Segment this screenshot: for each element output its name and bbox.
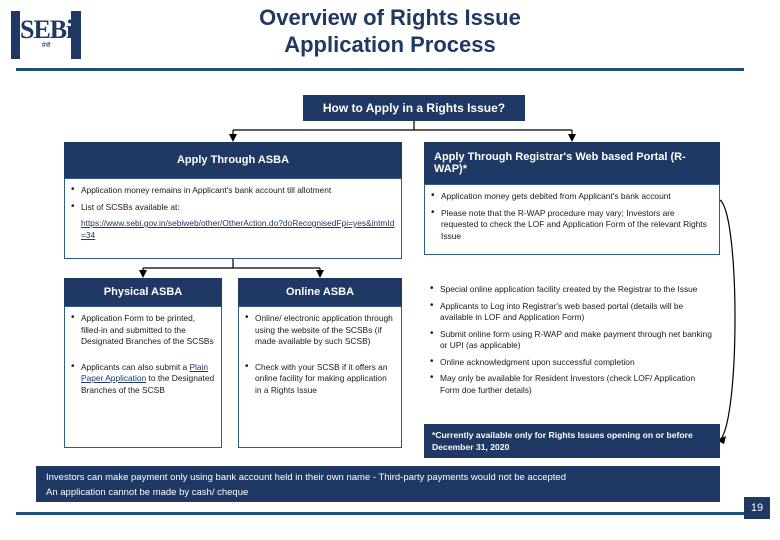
page-title: [150, 4, 630, 58]
asba-link-item: [69, 218, 395, 241]
list-item: • Application money remains in Applicant's bank account till allotment: [69, 185, 395, 197]
footer-divider: [16, 512, 744, 515]
header-divider: [16, 68, 744, 71]
page-number: 19: [744, 497, 770, 519]
list-item: • Applicants can also submit a Plain Paper Application to the Designated Branches of the SCSB: [69, 362, 215, 397]
list-item: • Special online application facility created by the Registrar to the Issue: [428, 284, 714, 296]
online-asba-body: [238, 306, 402, 448]
list-item: • May only be available for Resident Investors (check LOF/ Application Form doe further details): [428, 373, 714, 396]
list-item: • Online/ electronic application through using the website of the SCSBs (if made available by such SCSB): [243, 313, 395, 348]
asba-bullet-list: [69, 185, 395, 241]
logo-subtitle: सेबी: [41, 43, 51, 49]
list-item: • Online acknowledgment upon successful completion: [428, 357, 714, 369]
list-item: • List of SCSBs available at:: [69, 202, 395, 214]
rwap-bullet-list: [429, 191, 713, 242]
plain-paper-application-link[interactable]: Plain Paper Application: [81, 361, 209, 383]
list-item: • Please note that the R-WAP procedure may vary; Investors are requested to check the LOF and Application Form of the relevant Rights Issue: [429, 208, 713, 243]
rwap-details-body: [424, 278, 720, 419]
sebi-logo: [8, 8, 84, 62]
asba-body: [64, 178, 402, 259]
logo-inner: [9, 9, 83, 61]
page-title-line2: Application Process: [284, 32, 496, 57]
asba-header: Apply Through ASBA: [64, 142, 402, 178]
list-item: • Check with your SCSB if it offers an online facility for making application in a Rights Issue: [243, 362, 395, 397]
online-asba-header: Online ASBA: [238, 278, 402, 306]
physical-asba-header: Physical ASBA: [64, 278, 222, 306]
physical-asba-body: [64, 306, 222, 448]
footer-note-line2: An application cannot be made by cash/ cheque: [46, 487, 249, 498]
logo-bar-left: [11, 11, 20, 59]
rwap-details-bullet-list: [428, 284, 714, 396]
rwap-footnote: *Currently available only for Rights Issues opening on or before December 31, 2020: [424, 424, 720, 458]
rwap-body: [424, 184, 720, 255]
list-item: • Application Form to be printed, filled-in and submitted to the Designated Branches of the SCSBs: [69, 313, 215, 348]
page-title-line1: Overview of Rights Issue: [259, 5, 521, 30]
list-item: • Application money gets debited from Applicant's bank account: [429, 191, 713, 203]
footer-note: [36, 466, 720, 502]
logo-text: SEBi: [20, 15, 73, 44]
rwap-header: Apply Through Registrar's Web based Portal (R-WAP)*: [424, 142, 720, 184]
online-asba-bullet-list: [243, 313, 395, 396]
list-item: • Applicants to Log into Registrar's web based portal (details will be available in LOF and Application Form): [428, 301, 714, 324]
footer-note-line1: Investors can make payment only using bank account held in their own name - Third-party payments would not be accepted: [46, 472, 566, 483]
list-item: • Submit online form using R-WAP and make payment through net banking or UPI (as applicable): [428, 329, 714, 352]
physical-asba-bullet-list: [69, 313, 215, 396]
logo-bar-right: [71, 11, 81, 59]
scsb-list-link[interactable]: https://www.sebi.gov.in/sebiweb/other/OtherAction.do?doRecognisedFpi=yes&intmId=34: [81, 218, 395, 240]
how-to-apply-banner: How to Apply in a Rights Issue?: [303, 95, 525, 121]
